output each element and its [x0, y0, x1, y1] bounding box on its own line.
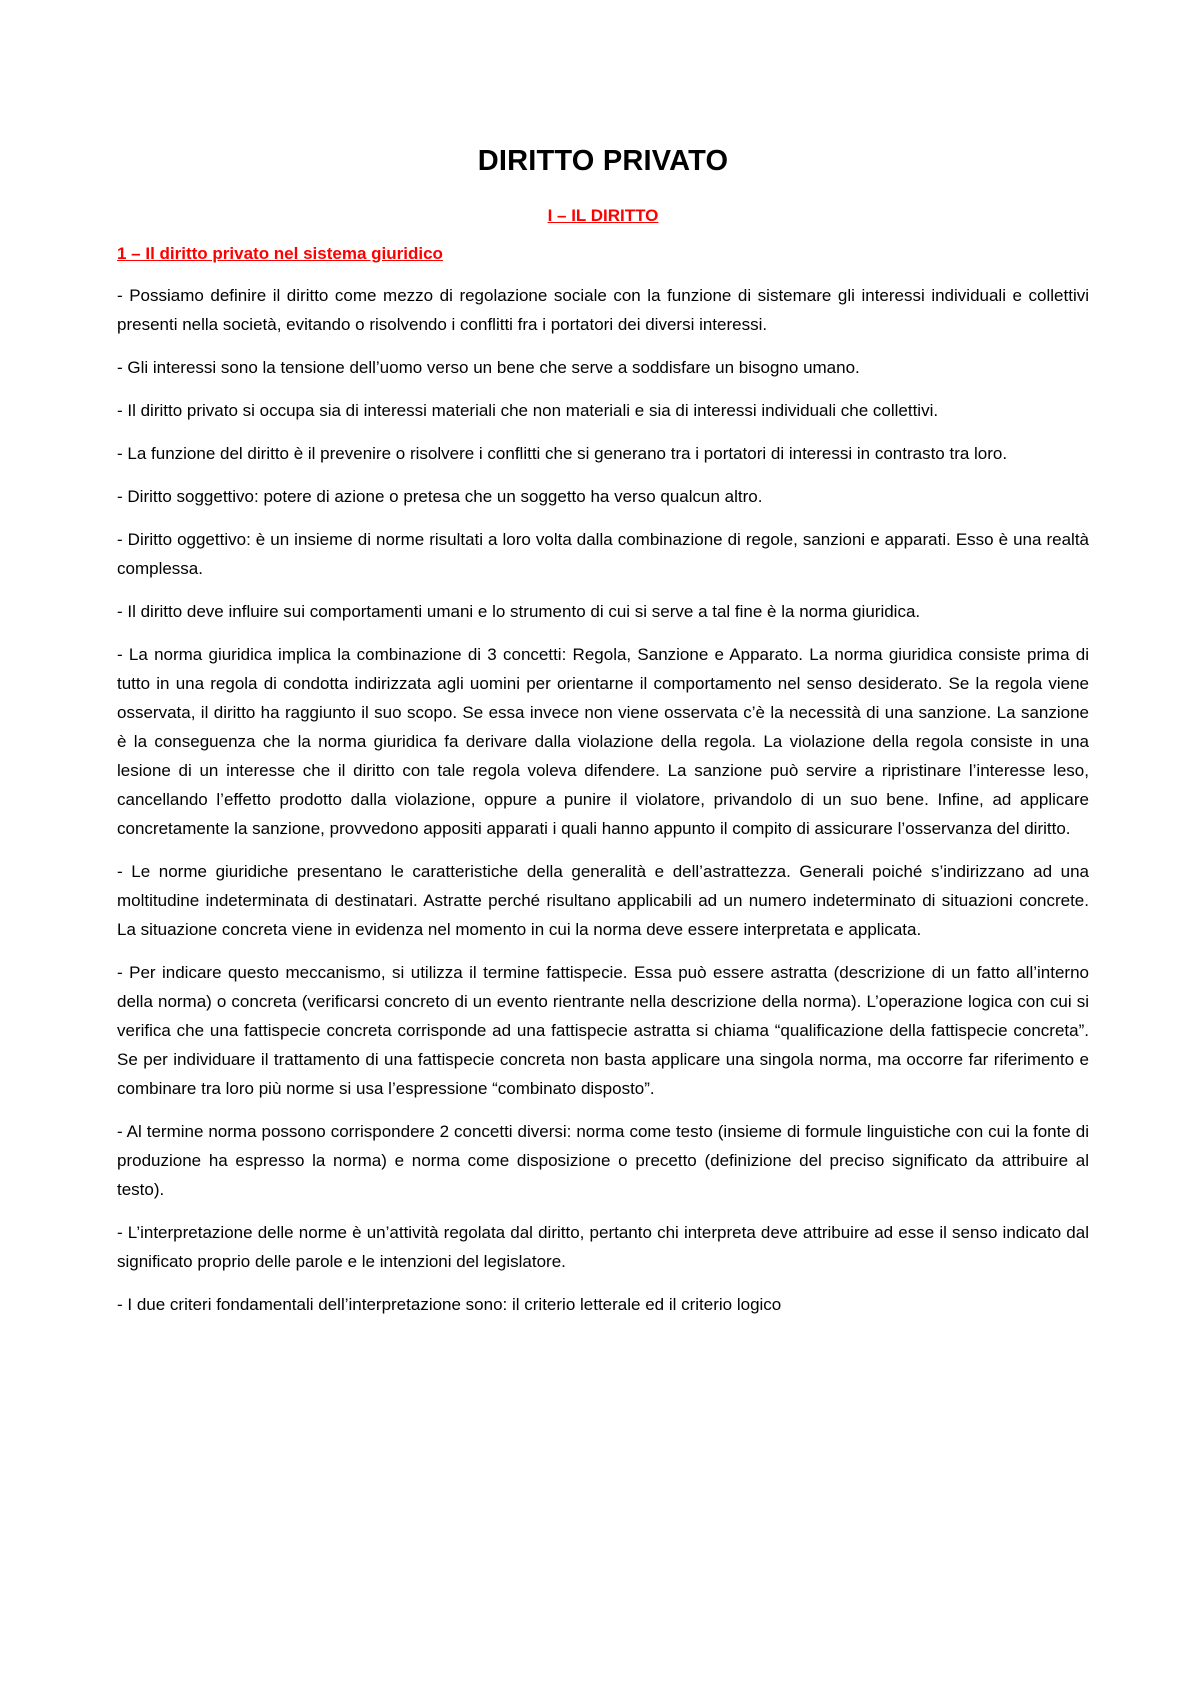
paragraph: - Diritto oggettivo: è un insieme di norme risultati a loro volta dalla combinazione di regole, sanzioni e apparati. Esso è una realtà complessa.	[117, 529, 1089, 578]
paragraph: - Le norme giuridiche presentano le caratteristiche della generalità e dell’astrattezza. Generali poiché s’indirizzano ad una moltitudine indeterminata di destinatari. Astratte perché risultano applicabili ad un numero indeterminato di situazioni concrete. La situazione concreta viene in evidenza nel momento in cui la norma deve essere interpretata e applicata.	[117, 861, 1089, 939]
paragraph: - Al termine norma possono corrispondere 2 concetti diversi: norma come testo (insieme di formule linguistiche con cui la fonte di produzione ha espresso la norma) e norma come disposizione o precetto (definizione del preciso significato da attribuire al testo).	[117, 1121, 1089, 1199]
paragraph: - La norma giuridica implica la combinazione di 3 concetti: Regola, Sanzione e Apparato. La norma giuridica consiste prima di tutto in una regola di condotta indirizzata agli uomini per orientarne il comportamento nel senso desiderato. Se la regola viene osservata, il diritto ha raggiunto il suo scopo. Se essa invece non viene osservata c’è la necessità di una sanzione. La sanzione è la conseguenza che la norma giuridica fa derivare dalla violazione della regola. La violazione della regola consiste in una lesione di un interesse che il diritto con tale regola voleva difendere. La sanzione può servire a ripristinare l’interesse leso, cancellando l’effetto prodotto dalla violazione, oppure a punire il violatore, privandolo di un suo bene. Infine, ad applicare concretamente la sanzione, provvedono appositi apparati i quali hanno appunto il compito di assicurare l’osservanza del diritto.	[117, 644, 1089, 838]
paragraph: - I due criteri fondamentali dell’interpretazione sono: il criterio letterale ed il criterio logico	[117, 1294, 782, 1314]
paragraph: - Gli interessi sono la tensione dell’uomo verso un bene che serve a soddisfare un bisogno umano.	[117, 357, 860, 377]
paragraph: - Possiamo definire il diritto come mezzo di regolazione sociale con la funzione di sistemare gli interessi individuali e collettivi presenti nella società, evitando o risolvendo i conflitti fra i portatori dei diversi interessi.	[117, 285, 1089, 334]
paragraph: - Per indicare questo meccanismo, si utilizza il termine fattispecie. Essa può essere astratta (descrizione di un fatto all’interno della norma) o concreta (verificarsi concreto di un evento rientrante nella descrizione della norma). L’operazione logica con cui si verifica che una fattispecie concreta corrisponde ad una fattispecie astratta si chiama “qualificazione della fattispecie concreta”. Se per individuare il trattamento di una fattispecie concreta non basta applicare una singola norma, ma occorre far riferimento e combinare tra loro più norme si usa l’espressione “combinato disposto”.	[117, 962, 1089, 1098]
paragraph: - Il diritto deve influire sui comportamenti umani e lo strumento di cui si serve a tal fine è la norma giuridica.	[117, 601, 921, 621]
section-title: 1 – Il diritto privato nel sistema giuridico	[117, 243, 443, 263]
paragraph: - L’interpretazione delle norme è un’attività regolata dal diritto, pertanto chi interpreta deve attribuire ad esse il senso indicato dal significato proprio delle parole e le intenzioni del legislatore.	[117, 1222, 1089, 1271]
paragraph: - Diritto soggettivo: potere di azione o pretesa che un soggetto ha verso qualcun altro.	[117, 486, 763, 506]
chapter-title: I – IL DIRITTO	[547, 205, 659, 225]
document-title: DIRITTO PRIVATO	[477, 145, 729, 177]
paragraph: - Il diritto privato si occupa sia di interessi materiali che non materiali e sia di interessi individuali che collettivi.	[117, 400, 939, 420]
document-page	[117, 144, 1089, 1319]
paragraph: - La funzione del diritto è il prevenire o risolvere i conflitti che si generano tra i portatori di interessi in contrasto tra loro.	[117, 443, 1008, 463]
